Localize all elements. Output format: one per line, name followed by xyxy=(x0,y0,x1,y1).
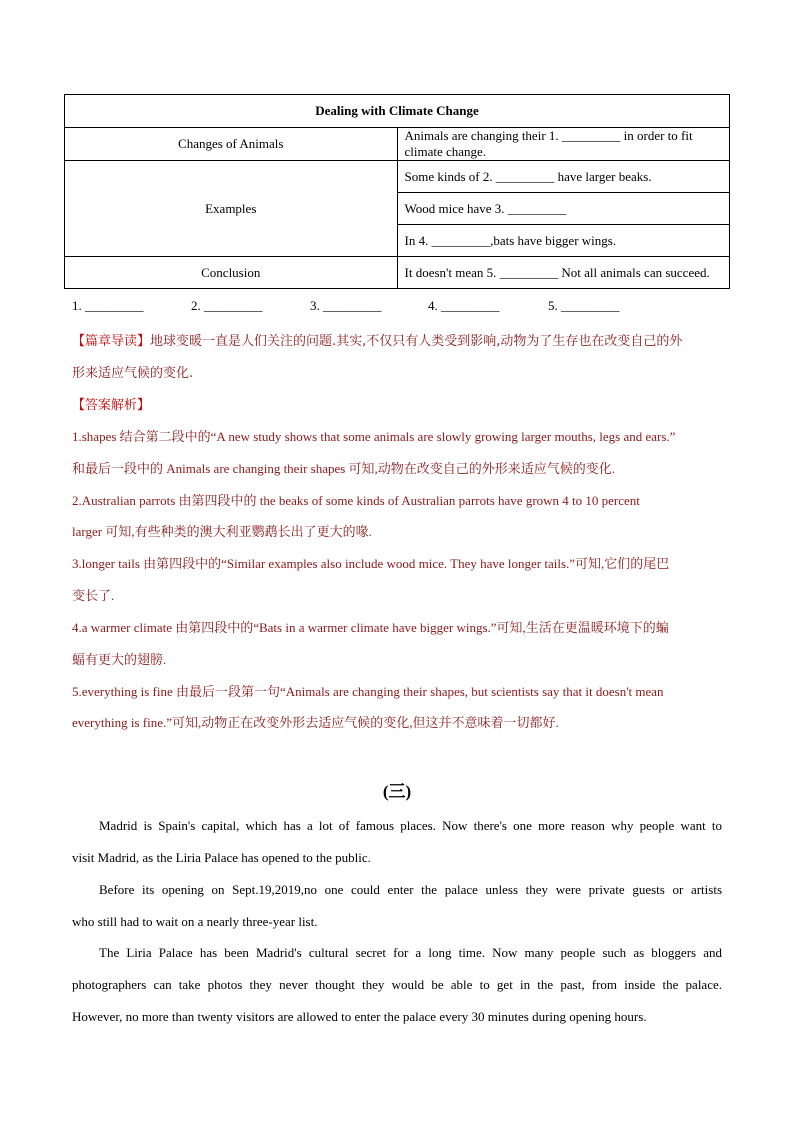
guide-line-1 xyxy=(72,330,728,349)
answer-3-line-1: 3.longer tails 由第四段中的“Similar examples also include wood mice. They have longer tails.”可知,它们的尾巴 xyxy=(72,556,670,571)
answer-1-line-1: 1.shapes 结合第二段中的“A new study shows that some animals are slowly growing larger mouths, legs and ears.” xyxy=(72,429,676,444)
answer-blanks xyxy=(72,298,732,316)
row-content-conclusion: It doesn't mean 5. _________ Not all animals can succeed. xyxy=(397,257,730,289)
answers-label xyxy=(72,394,728,413)
example-item-3: In 4. _________,bats have bigger wings. xyxy=(397,225,730,257)
passage-paragraph-1 xyxy=(72,810,722,874)
blank-3: 3. _________ xyxy=(310,298,382,313)
example-item-2: Wood mice have 3. _________ xyxy=(397,193,730,225)
answer-3-line-2: 变长了. xyxy=(72,588,115,603)
guide-line-2: 形来适应气候的变化. xyxy=(72,366,194,381)
answer-2-line-2: larger 可知,有些种类的澳大利亚鹦鹉长出了更大的喙. xyxy=(72,524,372,539)
climate-change-table xyxy=(64,94,730,289)
row-content-changes: Animals are changing their 1. _________ in order to fit climate change. xyxy=(397,128,730,161)
row-label-examples: Examples xyxy=(65,161,398,257)
p2-line-1: Before its opening on Sept.19,2019,no one could enter the palace unless they were private guests or artists xyxy=(99,882,722,897)
answer-5-line-1: 5.everything is fine 由最后一段第一句“Animals are changing their shapes, but scientists say that it doesn't mean xyxy=(72,684,664,699)
answers-heading: 【答案解析】 xyxy=(72,398,151,413)
row-label-changes: Changes of Animals xyxy=(65,128,398,161)
example-item-1: Some kinds of 2. _________ have larger beaks. xyxy=(397,161,730,193)
answer-1-line-2: 和最后一段中的 Animals are changing their shapes 可知,动物在改变自己的外形来适应气候的变化. xyxy=(72,461,616,476)
passage-paragraph-3 xyxy=(72,937,722,1033)
section-title: (三) xyxy=(382,782,412,801)
blank-1: 1. _________ xyxy=(72,298,144,313)
answer-4-line-1: 4.a warmer climate 由第四段中的“Bats in a warmer climate have bigger wings.”可知,生活在更温暖环境下的蝙 xyxy=(72,620,669,635)
p3-line-2: photographers can take photos they never thought they would be able to get in the past, from inside the palace. xyxy=(72,977,722,992)
p3-line-1: The Liria Palace has been Madrid's cultural secret for a long time. Now many people such as bloggers and xyxy=(99,945,722,960)
p1-line-1: Madrid is Spain's capital, which has a lot of famous places. Now there's one more reason why people want to xyxy=(99,818,722,833)
answer-5-line-2: everything is fine.”可知,动物正在改变外形去适应气候的变化,但这并不意味着一切都好. xyxy=(72,715,559,730)
guide-label: 【篇章导读】 xyxy=(72,334,151,349)
p1-line-2: visit Madrid, as the Liria Palace has opened to the public. xyxy=(72,850,371,865)
p2-line-2: who still had to wait on a nearly three-year list. xyxy=(72,914,318,929)
table-title: Dealing with Climate Change xyxy=(65,95,730,128)
p3-line-3: However, no more than twenty visitors are allowed to enter the palace every 30 minutes during opening hours. xyxy=(72,1009,647,1024)
blank-4: 4. _________ xyxy=(428,298,500,313)
blank-5: 5. _________ xyxy=(548,298,620,313)
blank-2: 2. _________ xyxy=(191,298,263,313)
row-label-conclusion: Conclusion xyxy=(65,257,398,289)
answer-2-line-1: 2.Australian parrots 由第四段中的 the beaks of some kinds of Australian parrots have grown 4 to 10 percent xyxy=(72,493,640,508)
guide-text-1: 地球变暖一直是人们关注的问题.其实,不仅只有人类受到影响,动物为了生存也在改变自己的外 xyxy=(150,334,683,349)
passage-paragraph-2 xyxy=(72,874,722,938)
answer-4-line-2: 蝠有更大的翅膀. xyxy=(72,652,167,667)
